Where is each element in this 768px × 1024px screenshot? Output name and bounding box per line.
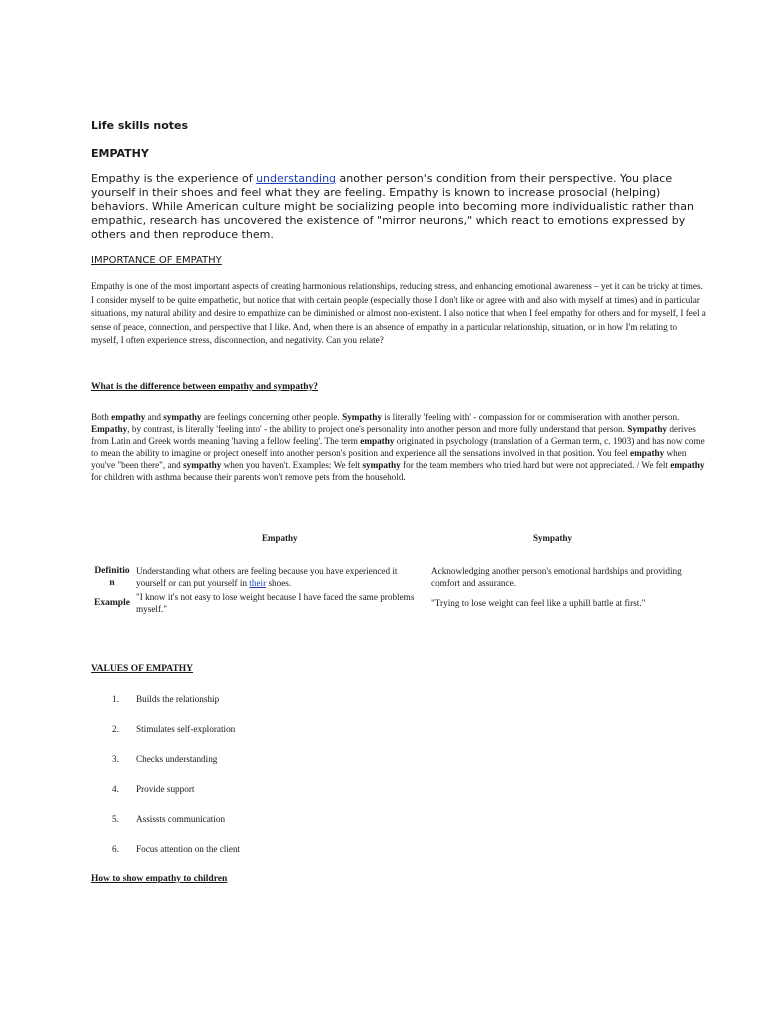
list-number: 3. (112, 754, 119, 764)
difference-term: Empathy (91, 423, 128, 434)
difference-text: for children with asthma because their parents won't remove pets from the household. (91, 471, 406, 482)
list-text: Focus attention on the client (136, 844, 241, 854)
difference-term: empathy (360, 435, 395, 446)
difference-text: and (145, 412, 164, 422)
difference-text: Both (91, 412, 112, 422)
list-text: Assissts communication (136, 814, 226, 824)
list-number: 5. (112, 814, 119, 824)
list-text: Stimulates self-exploration (136, 724, 236, 734)
definition-sympathy-cell: Acknowledging another person's emotional hardships and providing comfort and assurance. (431, 566, 682, 588)
importance-paragraph: Empathy is one of the most important aspects of creating harmonious relationships, reducing stress, and enhancing emotional awareness – yet it can be tricky at times. I consider myself to be quite empathetic, but notice that with certain people (especially those I don't like or agree with and also with myself at times) and in particular situations, my natural ability and desire to empathize can be diminished or almost non-existent. I also notice that when I feel empathy for others and for myself, I feel a sense of peace, connection, and perspective that I like. And, when there is an absence of empathy in a particular relationship, situation, or in how I'm relating to myself, I often experience stress, disconnection, and negativity. Can you relate? (91, 281, 706, 346)
list-item (112, 844, 240, 854)
list-item (112, 784, 194, 794)
example-empathy-cell: "I know it's not easy to lose weight because I have faced the same problems myself." (136, 592, 415, 614)
list-item (112, 724, 235, 734)
difference-term: empathy (111, 412, 146, 422)
empathy-intro-paragraph (91, 172, 706, 242)
list-number: 2. (112, 724, 119, 734)
definition-label-part: n (109, 578, 115, 588)
table-row-label-definition (91, 565, 133, 589)
difference-paragraph (91, 412, 706, 483)
difference-text: originated in psychology (translation of a German term, c. 1903) and has now come to mean the ability to imagine or project oneself into another person's position and experience all the sensations involved in that position. You feel (91, 435, 705, 458)
table-row-label-example: Example (94, 598, 130, 608)
difference-text: , by contrast, is literally 'feeling into' - the ability to project one's personality into another person and more fully understand that person. (127, 423, 628, 434)
definition-empathy-text: Understanding what others are feeling because you have experienced it yourself or can put yourself in (136, 566, 398, 588)
example-sympathy-cell: "Trying to lose weight can feel like a uphill battle at first." (431, 598, 646, 608)
list-number: 4. (112, 784, 119, 794)
table-header-sympathy: Sympathy (533, 533, 573, 543)
difference-term: empathy (670, 459, 705, 470)
difference-term: Sympathy (627, 423, 668, 434)
their-link[interactable]: their (249, 578, 267, 588)
difference-text: derives from Latin and Greek words meaning 'having a fellow feeling'. The term (91, 423, 696, 446)
difference-text: when you haven't. Examples: We felt (221, 459, 363, 470)
understanding-link[interactable]: understanding (256, 172, 337, 185)
list-text: Provide support (136, 784, 195, 794)
intro-text-end: another person's condition from their perspective. You place yourself in their shoes and feel what they are feeling. Empathy is known to increase prosocial (helping) behaviors. While American culture might be socializing people into becoming more individualistic rather than empathic, research has uncovered the existence of "mirror neurons," which react to emotions expressed by others and then reproduce them. (91, 172, 694, 241)
definition-empathy-text: shoes. (266, 578, 292, 588)
difference-text: when you've "been there", and (91, 447, 687, 470)
empathy-heading: EMPATHY (91, 147, 149, 160)
difference-text: is literally 'feeling with' - compassion for or commiseration with another person. (381, 412, 680, 422)
definition-empathy-cell (136, 565, 426, 589)
list-number: 1. (112, 694, 119, 704)
difference-text: for the team members who tried hard but were not appreciated. / We felt (400, 459, 671, 470)
list-number: 6. (112, 844, 119, 854)
document-title: Life skills notes (91, 119, 189, 132)
list-text: Checks understanding (136, 754, 218, 764)
list-item (112, 694, 219, 704)
difference-term: sympathy (183, 459, 222, 470)
difference-term: sympathy (362, 459, 401, 470)
list-item (112, 754, 217, 764)
intro-text-start: Empathy is the experience of (91, 172, 257, 185)
definition-label-part: Definitio (94, 566, 130, 576)
children-heading: How to show empathy to children (91, 874, 228, 884)
list-text: Builds the relationship (136, 694, 220, 704)
difference-term: Sympathy (342, 412, 382, 422)
list-item (112, 814, 225, 824)
difference-heading: What is the difference between empathy and sympathy? (91, 382, 319, 392)
importance-heading: IMPORTANCE OF EMPATHY (91, 255, 222, 266)
table-header-empathy: Empathy (262, 533, 298, 543)
difference-text: are feelings concerning other people. (201, 412, 343, 422)
difference-term: empathy (630, 447, 665, 458)
values-heading: VALUES OF EMPATHY (91, 664, 194, 674)
difference-term: sympathy (163, 412, 202, 422)
